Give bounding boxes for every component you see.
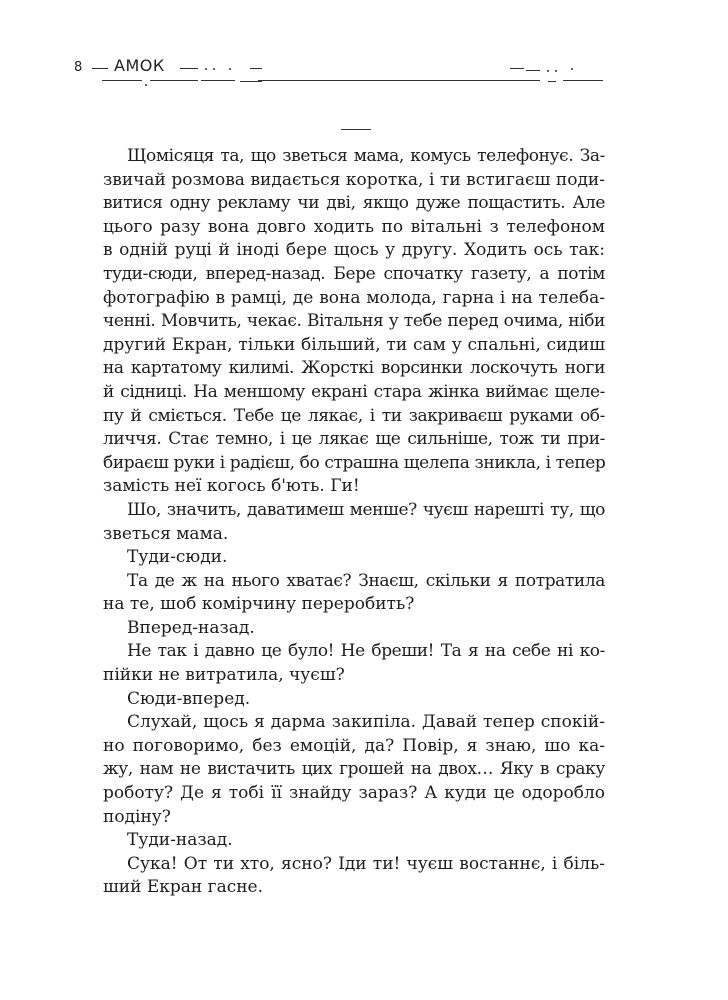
header-dot — [229, 68, 231, 70]
text-line: бираєш руки і радієш, бо страшна щелепа зникла, і тепер — [103, 452, 606, 473]
text-line: зветься мама. — [103, 523, 229, 544]
header-rule — [250, 68, 262, 69]
text-line: Сюди-вперед. — [127, 688, 251, 709]
text-line: на те, шоб комірчину переробить? — [103, 594, 415, 615]
text-line: пійки не витратила, чуєш? — [103, 665, 345, 686]
text-line: ший Екран гасне. — [103, 877, 264, 898]
text-line: Та де ж на нього хватає? Знаєш, скільки я потратила — [127, 570, 605, 591]
paragraph — [103, 145, 605, 499]
text-line: пу й сміється. Тебе це лякає, і ти закриваєш руками об- — [103, 405, 605, 426]
text-line: но поговоримо, без емоцій, да? Повір, я знаю, шо ка- — [103, 735, 605, 756]
body-text — [103, 145, 605, 900]
paragraph — [103, 570, 605, 617]
header-rule — [180, 68, 198, 69]
book-title: АМОК — [114, 56, 165, 75]
header-rule — [150, 80, 198, 81]
text-line: в одній руці й іноді бере щось у другу. Ходить ось так: — [103, 240, 605, 261]
text-line: й сідниці. На меншому екрані стара жінка виймає щеле- — [103, 381, 605, 402]
header-rule — [548, 81, 556, 82]
paragraph — [103, 617, 605, 641]
page-number: 8 — [74, 60, 83, 75]
text-line: жу, нам не вистачить цих грошей на двох… Яку в сраку — [103, 759, 605, 780]
header-dot — [571, 68, 573, 70]
header-dot — [145, 84, 147, 86]
header-rule — [201, 80, 235, 81]
header-dot — [547, 70, 549, 72]
text-line: подіну? — [103, 806, 171, 827]
text-line: туди-сюди, вперед-назад. Бере спочатку газету, а потім — [103, 263, 605, 284]
header-rule — [510, 68, 524, 69]
text-line: Сука! От ти хто, ясно? Іди ти! чуєш востаннє, і біль- — [127, 853, 605, 874]
text-line: Вперед-назад. — [127, 617, 255, 638]
text-line: витися одну рекламу чи дві, якщо дуже пощастить. Але — [103, 193, 605, 214]
header-rule — [92, 68, 108, 69]
header-rule — [258, 80, 502, 81]
paragraph — [103, 546, 605, 570]
text-line: цього разу вона довго ходить по вітальні з телефоном — [103, 216, 605, 237]
header-dot — [555, 70, 557, 72]
text-line: Шо, значить, даватимеш менше? чуєш нарешті ту, що — [127, 499, 605, 520]
paragraph — [103, 829, 605, 853]
section-separator — [341, 129, 371, 130]
text-line: Не так і давно це було! Не бреши! Та я на себе ні ко- — [127, 641, 605, 662]
text-line: звичай розмова видається коротка, і ти встигаєш поди- — [103, 169, 605, 190]
header-rule — [526, 70, 540, 71]
text-line: роботу? Де я тобі її знайду зараз? А куди це одоробло — [103, 783, 605, 804]
header-rule — [563, 80, 603, 81]
running-header — [0, 50, 728, 100]
text-line: фотографію в рамці, де вона молода, гарна і на телеба- — [103, 287, 605, 308]
text-line: Щомісяця та, що зветься мама, комусь телефонує. За- — [127, 146, 605, 166]
paragraph — [103, 853, 605, 900]
paragraph — [103, 711, 605, 829]
header-rule — [240, 81, 262, 82]
header-rule — [492, 80, 540, 81]
text-line: на картатому килимі. Жорсткі ворсинки лоскочуть ноги — [103, 358, 605, 379]
header-dot — [213, 68, 215, 70]
paragraph — [103, 499, 605, 546]
text-line: Туди-сюди. — [127, 547, 228, 568]
paragraph — [103, 640, 605, 687]
text-line: другий Екран, тільки більший, ти сам у спальні, сидиш — [103, 334, 605, 355]
text-line: ченні. Мовчить, чекає. Вітальня у тебе перед очима, ніби — [103, 311, 605, 332]
text-line: Слухай, щось я дарма закипіла. Давай тепер спокій- — [127, 712, 605, 733]
text-line: Туди-назад. — [127, 830, 233, 851]
header-rule — [102, 80, 142, 81]
paragraph — [103, 688, 605, 712]
text-line: замість неї когось б'ють. Ги! — [103, 476, 360, 497]
text-line: личчя. Стає темно, і це лякає ще сильніше, тож ти при- — [103, 429, 605, 450]
header-dot — [205, 68, 207, 70]
